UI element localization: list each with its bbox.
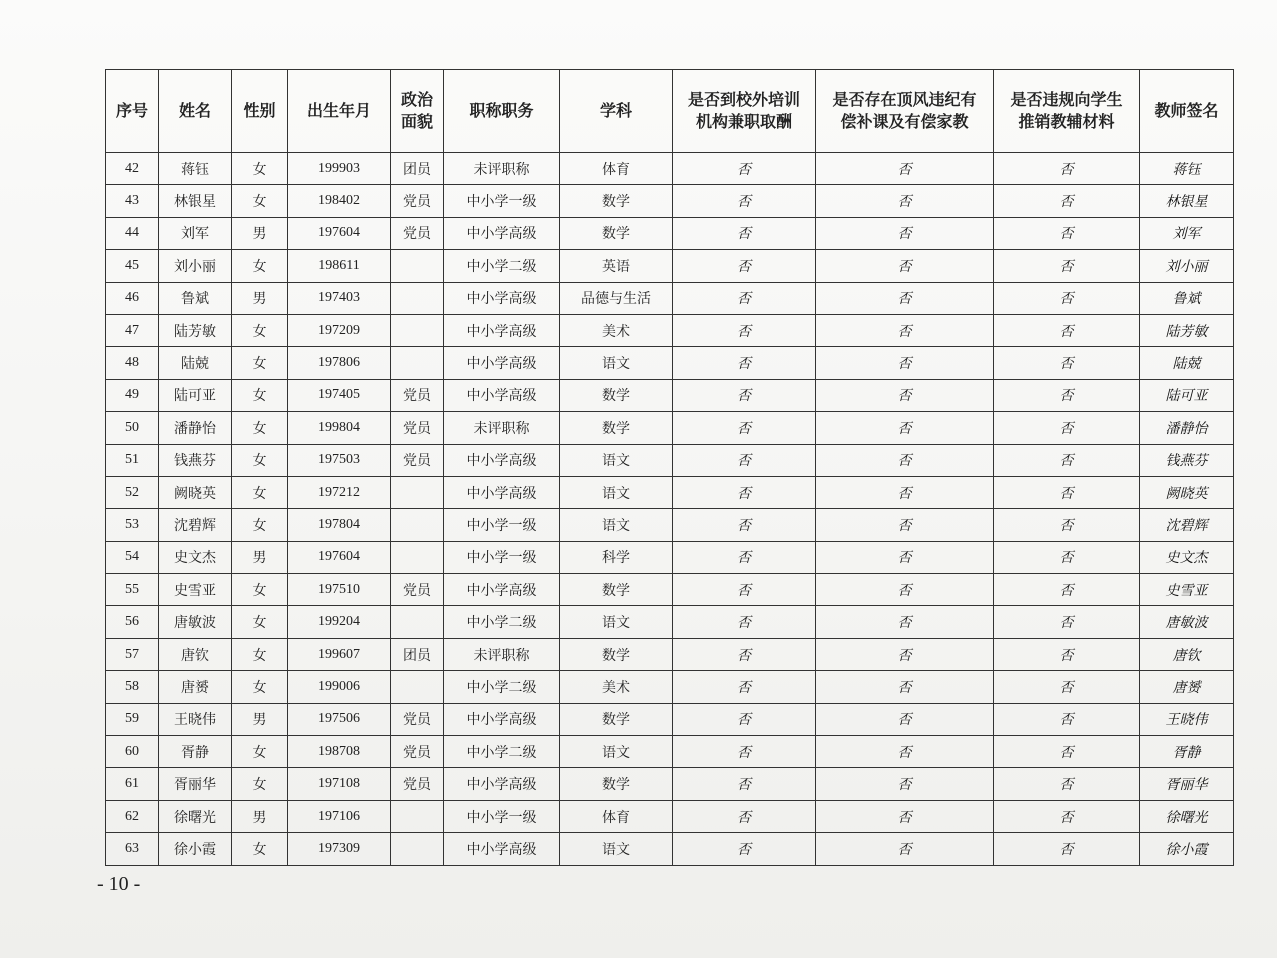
cell-q3-answer: 否 (994, 768, 1140, 800)
cell-name: 陆兢 (159, 347, 232, 379)
cell-title: 中小学二级 (444, 736, 560, 768)
header-seq: 序号 (106, 70, 159, 153)
cell-title: 未评职称 (444, 412, 560, 444)
cell-seq: 58 (106, 671, 159, 703)
cell-gender: 女 (232, 574, 288, 606)
cell-politics: 党员 (391, 379, 444, 411)
cell-subject: 美术 (560, 671, 673, 703)
cell-q3-answer: 否 (994, 606, 1140, 638)
cell-politics (391, 509, 444, 541)
header-name: 姓名 (159, 70, 232, 153)
cell-birth: 197106 (288, 800, 391, 832)
cell-q2-answer: 否 (816, 314, 994, 346)
cell-signature: 刘军 (1140, 217, 1234, 249)
cell-q1-answer: 否 (673, 153, 816, 185)
cell-title: 未评职称 (444, 153, 560, 185)
table-body (106, 153, 1234, 866)
cell-seq: 53 (106, 509, 159, 541)
cell-birth: 197209 (288, 314, 391, 346)
cell-politics: 党员 (391, 768, 444, 800)
cell-gender: 男 (232, 217, 288, 249)
cell-signature: 唐敏波 (1140, 606, 1234, 638)
cell-signature: 刘小丽 (1140, 250, 1234, 282)
cell-gender: 男 (232, 703, 288, 735)
cell-name: 钱燕芬 (159, 444, 232, 476)
cell-subject: 语文 (560, 444, 673, 476)
cell-gender: 女 (232, 476, 288, 508)
cell-birth: 199804 (288, 412, 391, 444)
cell-q1-answer: 否 (673, 250, 816, 282)
cell-q3-answer: 否 (994, 412, 1140, 444)
cell-q3-answer: 否 (994, 153, 1140, 185)
cell-q2-answer: 否 (816, 541, 994, 573)
cell-seq: 61 (106, 768, 159, 800)
cell-title: 中小学高级 (444, 314, 560, 346)
table-row (106, 379, 1234, 411)
cell-q3-answer: 否 (994, 347, 1140, 379)
cell-q3-answer: 否 (994, 314, 1140, 346)
cell-seq: 46 (106, 282, 159, 314)
cell-q1-answer: 否 (673, 736, 816, 768)
cell-q2-answer: 否 (816, 217, 994, 249)
table-row (106, 768, 1234, 800)
cell-name: 徐小霞 (159, 833, 232, 865)
cell-q3-answer: 否 (994, 833, 1140, 865)
cell-name: 陆可亚 (159, 379, 232, 411)
cell-title: 中小学二级 (444, 250, 560, 282)
cell-birth: 197405 (288, 379, 391, 411)
cell-q3-answer: 否 (994, 282, 1140, 314)
table-row (106, 217, 1234, 249)
cell-politics: 党员 (391, 444, 444, 476)
cell-title: 中小学高级 (444, 476, 560, 508)
teacher-roster-table (105, 69, 1234, 866)
table-row (106, 282, 1234, 314)
table-row (106, 412, 1234, 444)
header-q2 (816, 70, 994, 153)
header-q3-line2: 推销教辅材料 (1018, 112, 1115, 131)
cell-title: 中小学高级 (444, 217, 560, 249)
cell-birth: 197604 (288, 541, 391, 573)
cell-signature: 唐赟 (1140, 671, 1234, 703)
table-row (106, 574, 1234, 606)
cell-gender: 女 (232, 671, 288, 703)
cell-q2-answer: 否 (816, 347, 994, 379)
cell-seq: 51 (106, 444, 159, 476)
cell-signature: 鲁斌 (1140, 282, 1234, 314)
cell-subject: 语文 (560, 736, 673, 768)
cell-q1-answer: 否 (673, 541, 816, 573)
cell-gender: 女 (232, 833, 288, 865)
cell-q1-answer: 否 (673, 217, 816, 249)
header-subject: 学科 (560, 70, 673, 153)
cell-subject: 语文 (560, 347, 673, 379)
cell-q2-answer: 否 (816, 833, 994, 865)
table-row (106, 833, 1234, 865)
cell-title: 中小学高级 (444, 574, 560, 606)
cell-subject: 品德与生活 (560, 282, 673, 314)
cell-q3-answer: 否 (994, 250, 1140, 282)
cell-title: 中小学一级 (444, 509, 560, 541)
cell-seq: 42 (106, 153, 159, 185)
cell-seq: 62 (106, 800, 159, 832)
cell-birth: 197309 (288, 833, 391, 865)
cell-seq: 57 (106, 638, 159, 670)
cell-title: 中小学高级 (444, 347, 560, 379)
cell-birth: 197503 (288, 444, 391, 476)
cell-subject: 语文 (560, 509, 673, 541)
cell-signature: 陆芳敏 (1140, 314, 1234, 346)
table-row (106, 638, 1234, 670)
cell-subject: 美术 (560, 314, 673, 346)
cell-politics: 党员 (391, 412, 444, 444)
cell-gender: 女 (232, 153, 288, 185)
cell-gender: 女 (232, 250, 288, 282)
cell-birth: 197804 (288, 509, 391, 541)
cell-birth: 197108 (288, 768, 391, 800)
cell-birth: 197212 (288, 476, 391, 508)
cell-name: 胥丽华 (159, 768, 232, 800)
table-row (106, 314, 1234, 346)
cell-signature: 蒋钰 (1140, 153, 1234, 185)
cell-gender: 女 (232, 314, 288, 346)
header-politics-line2: 面貌 (400, 112, 433, 131)
cell-politics (391, 282, 444, 314)
cell-q3-answer: 否 (994, 574, 1140, 606)
cell-signature: 陆兢 (1140, 347, 1234, 379)
cell-subject: 数学 (560, 185, 673, 217)
cell-name: 王晓伟 (159, 703, 232, 735)
table-row (106, 606, 1234, 638)
header-q1-line2: 机构兼职取酬 (695, 112, 792, 131)
cell-subject: 英语 (560, 250, 673, 282)
cell-birth: 199903 (288, 153, 391, 185)
cell-title: 中小学二级 (444, 671, 560, 703)
cell-name: 潘静怡 (159, 412, 232, 444)
header-q1 (673, 70, 816, 153)
cell-politics (391, 314, 444, 346)
cell-signature: 胥丽华 (1140, 768, 1234, 800)
cell-gender: 女 (232, 379, 288, 411)
cell-gender: 女 (232, 185, 288, 217)
cell-seq: 47 (106, 314, 159, 346)
cell-q1-answer: 否 (673, 476, 816, 508)
cell-politics (391, 347, 444, 379)
cell-signature: 胥静 (1140, 736, 1234, 768)
cell-title: 中小学高级 (444, 282, 560, 314)
cell-politics (391, 800, 444, 832)
cell-name: 刘小丽 (159, 250, 232, 282)
cell-q3-answer: 否 (994, 444, 1140, 476)
cell-q3-answer: 否 (994, 476, 1140, 508)
cell-signature: 沈碧辉 (1140, 509, 1234, 541)
table-row (106, 250, 1234, 282)
cell-q2-answer: 否 (816, 800, 994, 832)
cell-birth: 199006 (288, 671, 391, 703)
cell-gender: 女 (232, 509, 288, 541)
cell-gender: 女 (232, 736, 288, 768)
table-row (106, 476, 1234, 508)
cell-name: 林银星 (159, 185, 232, 217)
cell-q1-answer: 否 (673, 185, 816, 217)
cell-birth: 198611 (288, 250, 391, 282)
header-politics-line1: 政治 (400, 90, 433, 109)
cell-subject: 数学 (560, 638, 673, 670)
cell-gender: 男 (232, 800, 288, 832)
header-q1-line1: 是否到校外培训 (687, 90, 800, 109)
cell-q3-answer: 否 (994, 800, 1140, 832)
header-row (106, 70, 1234, 153)
cell-q2-answer: 否 (816, 153, 994, 185)
cell-name: 唐赟 (159, 671, 232, 703)
cell-q1-answer: 否 (673, 412, 816, 444)
cell-signature: 史雪亚 (1140, 574, 1234, 606)
cell-title: 中小学高级 (444, 768, 560, 800)
cell-birth: 197510 (288, 574, 391, 606)
cell-subject: 语文 (560, 833, 673, 865)
cell-title: 中小学高级 (444, 379, 560, 411)
cell-name: 徐曙光 (159, 800, 232, 832)
cell-q2-answer: 否 (816, 476, 994, 508)
cell-seq: 50 (106, 412, 159, 444)
cell-q2-answer: 否 (816, 444, 994, 476)
cell-q1-answer: 否 (673, 314, 816, 346)
cell-subject: 数学 (560, 703, 673, 735)
header-title: 职称职务 (444, 70, 560, 153)
table-row (106, 671, 1234, 703)
cell-seq: 45 (106, 250, 159, 282)
cell-seq: 44 (106, 217, 159, 249)
cell-q2-answer: 否 (816, 379, 994, 411)
header-birth: 出生年月 (288, 70, 391, 153)
cell-title: 中小学二级 (444, 606, 560, 638)
header-politics (391, 70, 444, 153)
cell-title: 中小学一级 (444, 541, 560, 573)
cell-gender: 女 (232, 347, 288, 379)
cell-gender: 女 (232, 638, 288, 670)
cell-politics: 党员 (391, 217, 444, 249)
header-q2-line2: 偿补课及有偿家教 (840, 112, 969, 131)
cell-politics (391, 833, 444, 865)
page-number: - 10 - (97, 873, 141, 895)
cell-name: 唐敏波 (159, 606, 232, 638)
cell-seq: 49 (106, 379, 159, 411)
table-row (106, 800, 1234, 832)
cell-subject: 数学 (560, 574, 673, 606)
cell-q3-answer: 否 (994, 379, 1140, 411)
cell-signature: 徐小霞 (1140, 833, 1234, 865)
cell-birth: 198708 (288, 736, 391, 768)
cell-politics: 党员 (391, 736, 444, 768)
cell-birth: 197403 (288, 282, 391, 314)
cell-q1-answer: 否 (673, 671, 816, 703)
cell-name: 阙晓英 (159, 476, 232, 508)
cell-subject: 数学 (560, 768, 673, 800)
cell-name: 胥静 (159, 736, 232, 768)
cell-q2-answer: 否 (816, 574, 994, 606)
cell-q2-answer: 否 (816, 606, 994, 638)
cell-title: 中小学高级 (444, 833, 560, 865)
cell-q3-answer: 否 (994, 671, 1140, 703)
cell-gender: 女 (232, 444, 288, 476)
cell-subject: 语文 (560, 606, 673, 638)
cell-q1-answer: 否 (673, 703, 816, 735)
cell-q2-answer: 否 (816, 703, 994, 735)
cell-q2-answer: 否 (816, 671, 994, 703)
table-row (106, 347, 1234, 379)
cell-politics: 团员 (391, 638, 444, 670)
cell-q1-answer: 否 (673, 444, 816, 476)
cell-seq: 54 (106, 541, 159, 573)
cell-gender: 女 (232, 606, 288, 638)
cell-politics (391, 250, 444, 282)
cell-q1-answer: 否 (673, 282, 816, 314)
cell-politics (391, 541, 444, 573)
cell-q3-answer: 否 (994, 541, 1140, 573)
cell-seq: 48 (106, 347, 159, 379)
cell-politics: 党员 (391, 574, 444, 606)
cell-q2-answer: 否 (816, 638, 994, 670)
cell-q1-answer: 否 (673, 800, 816, 832)
cell-politics (391, 671, 444, 703)
header-q3 (994, 70, 1140, 153)
cell-subject: 语文 (560, 476, 673, 508)
table-row (106, 185, 1234, 217)
cell-signature: 钱燕芬 (1140, 444, 1234, 476)
table-header (106, 70, 1234, 153)
cell-q2-answer: 否 (816, 736, 994, 768)
cell-birth: 199204 (288, 606, 391, 638)
cell-q3-answer: 否 (994, 736, 1140, 768)
cell-signature: 史文杰 (1140, 541, 1234, 573)
cell-q1-answer: 否 (673, 606, 816, 638)
cell-name: 鲁斌 (159, 282, 232, 314)
cell-q3-answer: 否 (994, 185, 1140, 217)
cell-subject: 数学 (560, 412, 673, 444)
cell-politics (391, 606, 444, 638)
cell-gender: 女 (232, 412, 288, 444)
cell-q2-answer: 否 (816, 282, 994, 314)
cell-signature: 潘静怡 (1140, 412, 1234, 444)
table-row (106, 509, 1234, 541)
cell-q3-answer: 否 (994, 703, 1140, 735)
cell-gender: 男 (232, 541, 288, 573)
cell-seq: 56 (106, 606, 159, 638)
header-gender: 性别 (232, 70, 288, 153)
cell-q2-answer: 否 (816, 509, 994, 541)
cell-seq: 52 (106, 476, 159, 508)
cell-name: 史雪亚 (159, 574, 232, 606)
cell-title: 中小学高级 (444, 703, 560, 735)
cell-birth: 199607 (288, 638, 391, 670)
cell-q2-answer: 否 (816, 250, 994, 282)
cell-signature: 阙晓英 (1140, 476, 1234, 508)
cell-signature: 陆可亚 (1140, 379, 1234, 411)
cell-q3-answer: 否 (994, 638, 1140, 670)
cell-politics (391, 476, 444, 508)
cell-seq: 63 (106, 833, 159, 865)
cell-q2-answer: 否 (816, 412, 994, 444)
cell-title: 中小学一级 (444, 800, 560, 832)
cell-gender: 女 (232, 768, 288, 800)
cell-politics: 党员 (391, 703, 444, 735)
cell-seq: 60 (106, 736, 159, 768)
cell-birth: 198402 (288, 185, 391, 217)
cell-birth: 197604 (288, 217, 391, 249)
cell-q2-answer: 否 (816, 185, 994, 217)
table-row (106, 444, 1234, 476)
cell-q3-answer: 否 (994, 509, 1140, 541)
cell-name: 陆芳敏 (159, 314, 232, 346)
cell-politics: 党员 (391, 185, 444, 217)
cell-q1-answer: 否 (673, 638, 816, 670)
cell-q2-answer: 否 (816, 768, 994, 800)
cell-signature: 林银星 (1140, 185, 1234, 217)
cell-subject: 数学 (560, 217, 673, 249)
cell-signature: 王晓伟 (1140, 703, 1234, 735)
cell-politics: 团员 (391, 153, 444, 185)
cell-q1-answer: 否 (673, 768, 816, 800)
cell-title: 中小学一级 (444, 185, 560, 217)
header-q3-line1: 是否违规向学生 (1010, 90, 1123, 109)
cell-name: 史文杰 (159, 541, 232, 573)
cell-subject: 体育 (560, 800, 673, 832)
header-signature: 教师签名 (1140, 70, 1234, 153)
cell-seq: 55 (106, 574, 159, 606)
cell-q1-answer: 否 (673, 833, 816, 865)
cell-signature: 徐曙光 (1140, 800, 1234, 832)
cell-title: 中小学高级 (444, 444, 560, 476)
table-row (106, 541, 1234, 573)
cell-name: 唐钦 (159, 638, 232, 670)
cell-gender: 男 (232, 282, 288, 314)
cell-name: 沈碧辉 (159, 509, 232, 541)
cell-title: 未评职称 (444, 638, 560, 670)
cell-subject: 科学 (560, 541, 673, 573)
cell-q1-answer: 否 (673, 347, 816, 379)
cell-q1-answer: 否 (673, 509, 816, 541)
cell-subject: 体育 (560, 153, 673, 185)
cell-birth: 197806 (288, 347, 391, 379)
cell-birth: 197506 (288, 703, 391, 735)
table-row (106, 153, 1234, 185)
table-row (106, 736, 1234, 768)
cell-q3-answer: 否 (994, 217, 1140, 249)
cell-signature: 唐钦 (1140, 638, 1234, 670)
cell-q1-answer: 否 (673, 574, 816, 606)
cell-name: 蒋钰 (159, 153, 232, 185)
cell-seq: 59 (106, 703, 159, 735)
cell-q1-answer: 否 (673, 379, 816, 411)
cell-name: 刘军 (159, 217, 232, 249)
header-q2-line1: 是否存在顶风违纪有 (832, 90, 977, 109)
cell-seq: 43 (106, 185, 159, 217)
table-row (106, 703, 1234, 735)
cell-subject: 数学 (560, 379, 673, 411)
